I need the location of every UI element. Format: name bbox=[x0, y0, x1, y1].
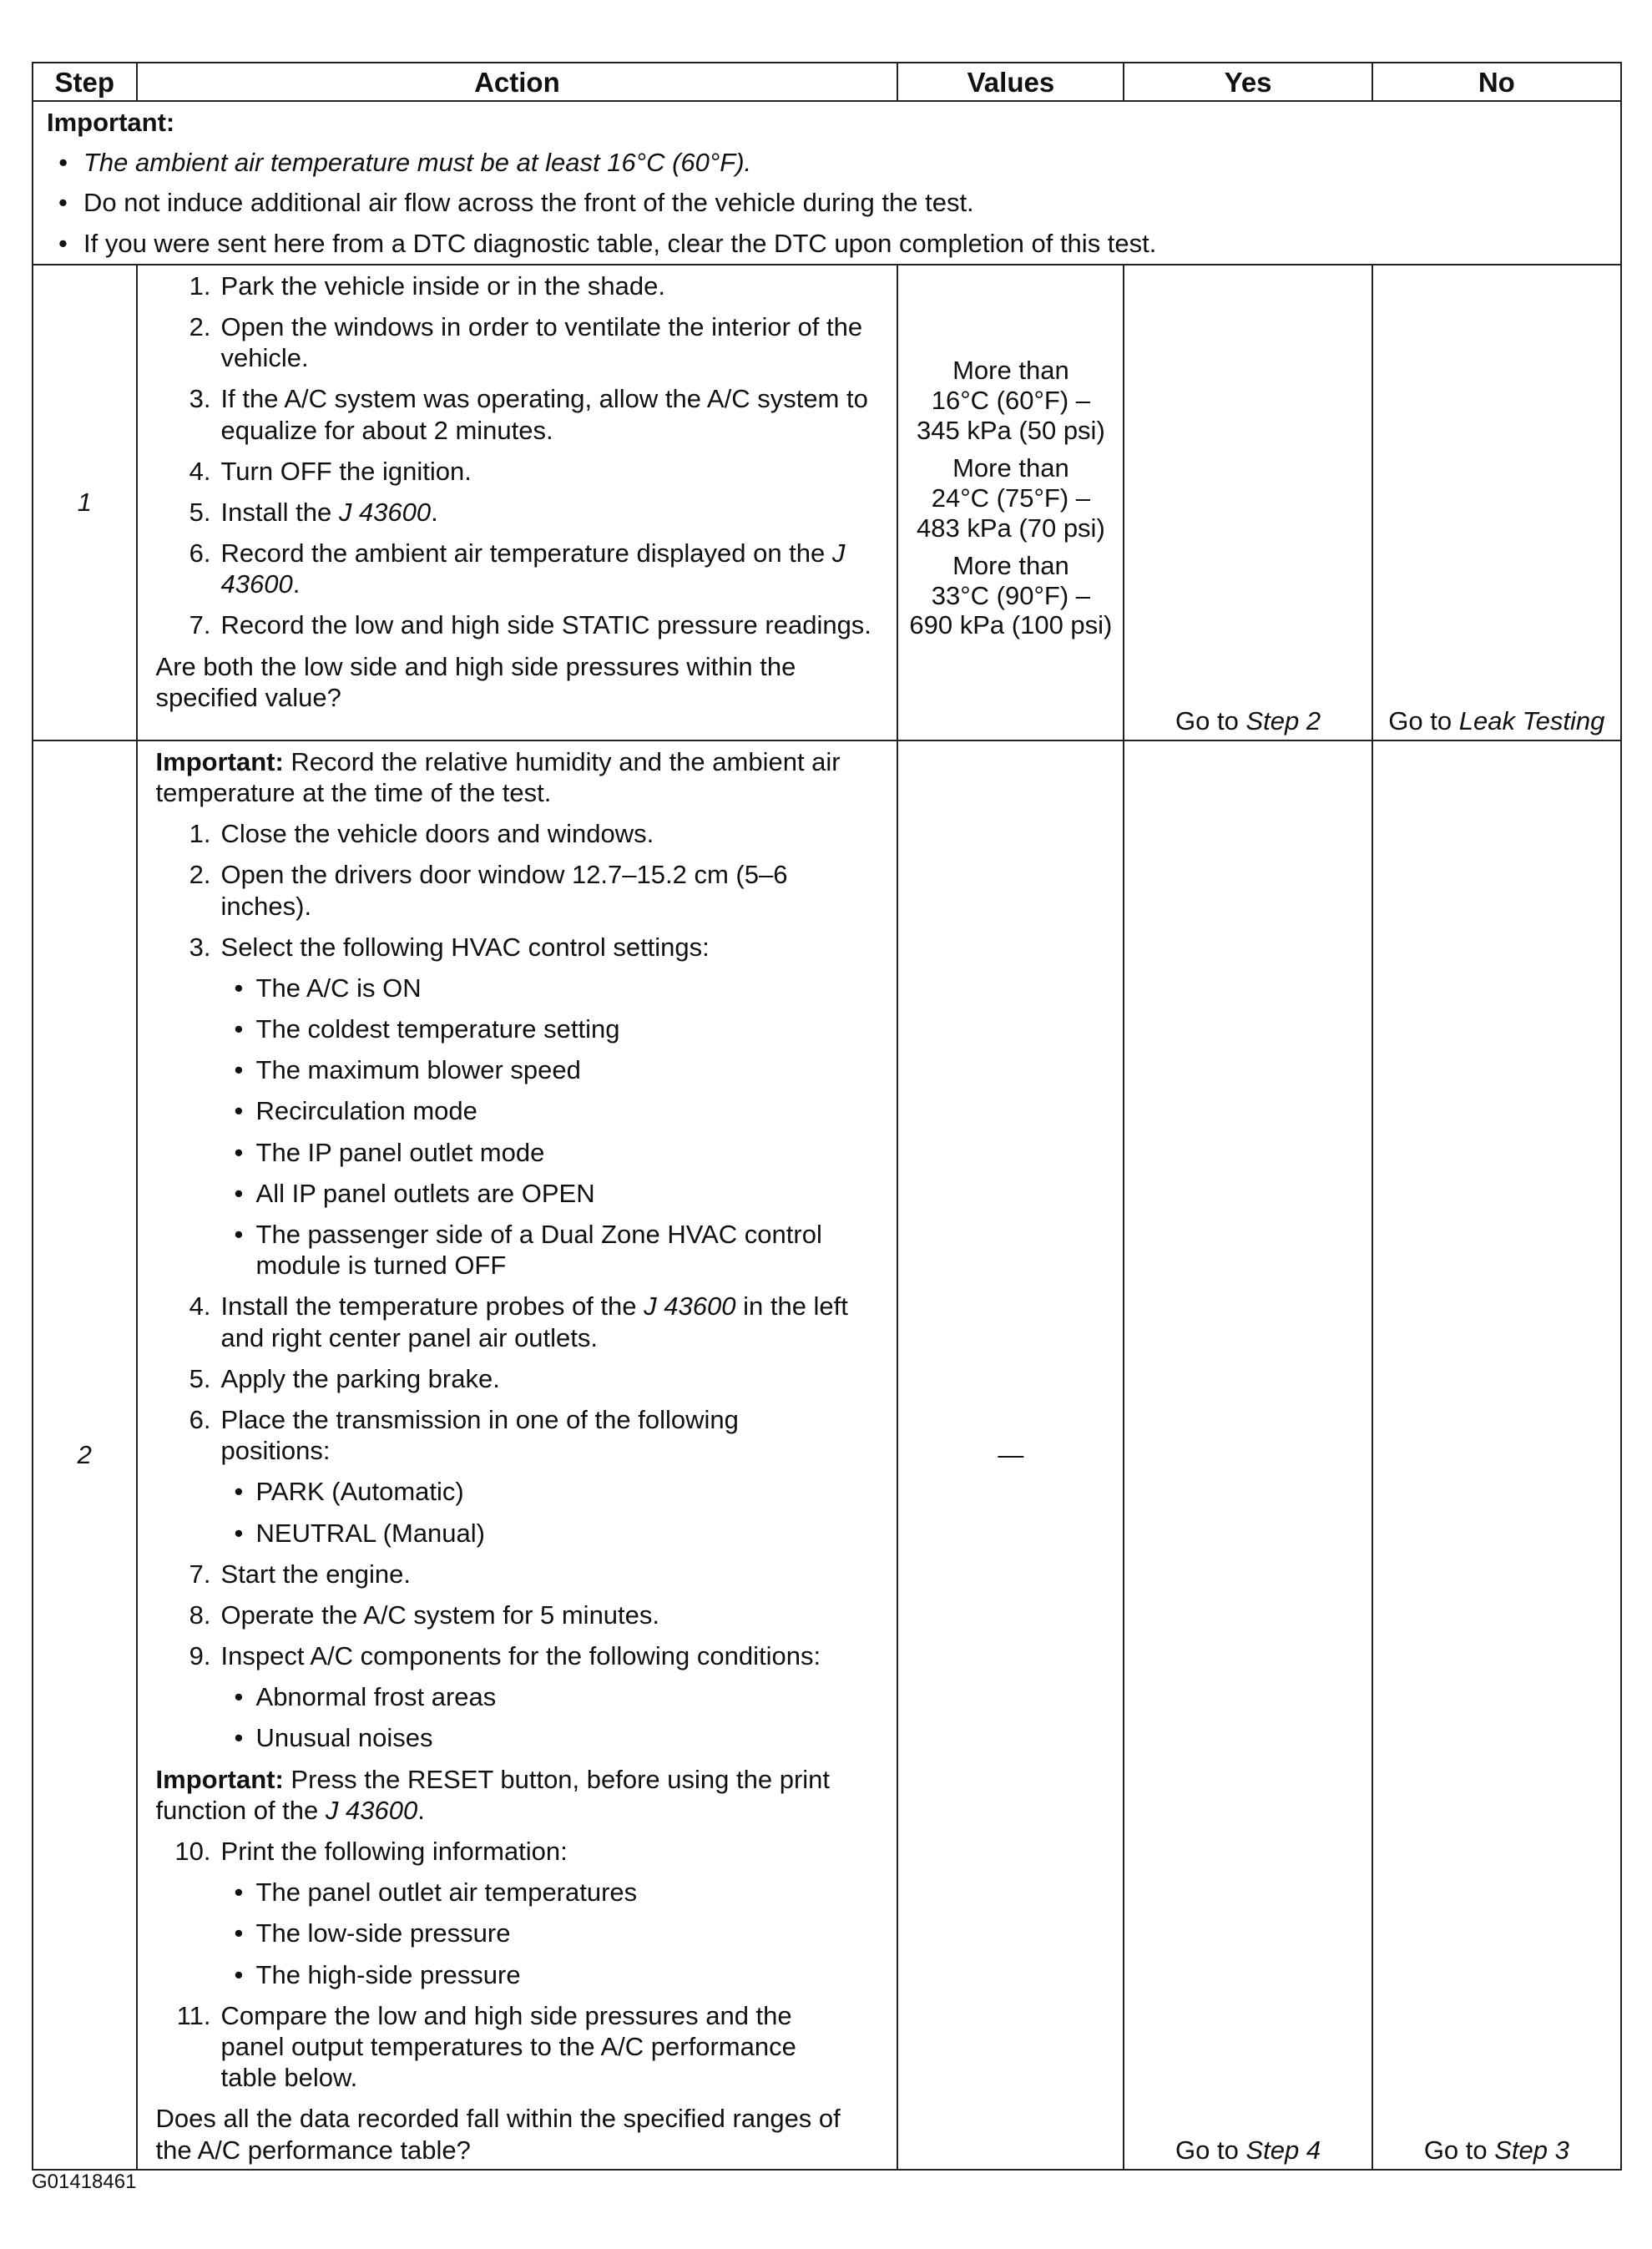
step-2-action bbox=[137, 740, 898, 2170]
item-text-post: in the left and right center panel air outlets. bbox=[220, 1291, 848, 1352]
item-text-pre: Install the bbox=[220, 497, 339, 527]
item-number: 1. bbox=[189, 819, 211, 849]
step-number: 2 bbox=[33, 740, 137, 2170]
step-2-important bbox=[156, 746, 881, 808]
inspection-condition: • Abnormal frost areas bbox=[156, 1681, 881, 1712]
item-number: 4. bbox=[189, 1291, 211, 1322]
important-row bbox=[33, 101, 1621, 265]
item-text: Print the following information: bbox=[220, 1837, 568, 1866]
leak-testing-link[interactable]: Leak Testing bbox=[1458, 705, 1605, 735]
item-text: Start the engine. bbox=[220, 1559, 412, 1589]
value-line: 690 kPa (100 psi) bbox=[909, 610, 1113, 640]
item-text: Open the drivers door window 12.7–15.2 cm (5–6 inches). bbox=[220, 860, 788, 921]
important-label: Important: bbox=[47, 108, 175, 137]
action-item bbox=[156, 818, 881, 849]
important-text: Press the RESET button, before using the print function of the bbox=[155, 1764, 831, 1825]
go-to-prefix: Go to bbox=[1175, 2135, 1246, 2165]
step-question: Are both the low side and high side pressures within the specified value? bbox=[155, 651, 796, 712]
step-1-yes bbox=[1124, 265, 1372, 740]
go-to-step-4-link[interactable]: Step 4 bbox=[1245, 2135, 1321, 2165]
hvac-setting: • The passenger side of a Dual Zone HVAC control module is turned OFF bbox=[156, 1219, 881, 1281]
item-number: 3. bbox=[189, 384, 211, 414]
transmission-position: • PARK (Automatic) bbox=[156, 1476, 881, 1507]
print-info-item: • The panel outlet air temperatures bbox=[156, 1877, 881, 1908]
step-2-important-reset bbox=[156, 1764, 881, 1826]
header-row bbox=[33, 63, 1621, 101]
diagnostic-table bbox=[32, 62, 1622, 2171]
step-number: 1 bbox=[33, 265, 137, 740]
value-spec bbox=[898, 453, 1123, 543]
hvac-setting: • The A/C is ON bbox=[156, 973, 881, 1003]
item-text: Apply the parking brake. bbox=[220, 1363, 500, 1393]
value-line: 24°C (75°F) – bbox=[931, 483, 1090, 513]
item-number: 1. bbox=[189, 270, 211, 301]
header-step: Step bbox=[33, 63, 137, 101]
step-1-action bbox=[137, 265, 898, 740]
go-to-prefix: Go to bbox=[1423, 2135, 1495, 2165]
important-bullet: • The ambient air temperature must be at least 16°C (60°F). bbox=[47, 147, 1607, 178]
action-item bbox=[156, 1363, 881, 1394]
action-item bbox=[156, 497, 881, 528]
item-text: Turn OFF the ignition. bbox=[220, 456, 472, 486]
action-item bbox=[156, 1559, 881, 1589]
value-line: 16°C (60°F) – bbox=[931, 386, 1090, 415]
item-text: Record the low and high side STATIC pressure readings. bbox=[220, 610, 871, 640]
action-item bbox=[156, 456, 881, 487]
item-text: Open the windows in order to ventilate the interior of the vehicle. bbox=[220, 311, 863, 373]
header-values: Values bbox=[897, 63, 1124, 101]
action-item bbox=[156, 311, 881, 373]
item-number: 9. bbox=[189, 1641, 211, 1671]
item-text-post: . bbox=[292, 569, 301, 599]
action-item bbox=[156, 1836, 881, 1867]
action-item bbox=[156, 1404, 881, 1466]
item-text: Close the vehicle doors and windows. bbox=[220, 819, 654, 849]
hvac-setting: • The maximum blower speed bbox=[156, 1054, 881, 1085]
important-bullet: • If you were sent here from a DTC diagnostic table, clear the DTC upon completion of this test. bbox=[47, 228, 1607, 259]
tool-reference: J 43600 bbox=[338, 497, 432, 527]
go-to-step-3-link[interactable]: Step 3 bbox=[1494, 2135, 1569, 2165]
figure-id: G01418461 bbox=[32, 2171, 137, 2193]
step-2-yes bbox=[1124, 740, 1372, 2170]
action-item bbox=[156, 383, 881, 445]
important-bullet: • Do not induce additional air flow across the front of the vehicle during the test. bbox=[47, 187, 1607, 218]
item-number: 3. bbox=[189, 932, 211, 962]
tool-reference: J 43600 bbox=[325, 1795, 418, 1825]
item-number: 5. bbox=[189, 1363, 211, 1393]
item-text: Operate the A/C system for 5 minutes. bbox=[220, 1600, 660, 1630]
step-1-row bbox=[33, 265, 1621, 740]
item-text: Place the transmission in one of the following positions: bbox=[220, 1404, 739, 1466]
item-text: Park the vehicle inside or in the shade. bbox=[220, 270, 665, 301]
item-number: 8. bbox=[189, 1600, 211, 1630]
step-2-values bbox=[897, 740, 1124, 2170]
step-1-values bbox=[897, 265, 1124, 740]
transmission-position: • NEUTRAL (Manual) bbox=[156, 1518, 881, 1549]
value-line: 483 kPa (70 psi) bbox=[917, 513, 1105, 543]
action-item bbox=[156, 1600, 881, 1630]
step-2-row bbox=[33, 740, 1621, 2170]
hvac-setting: • Recirculation mode bbox=[156, 1095, 881, 1126]
value-line: More than bbox=[952, 453, 1069, 483]
step-2-no bbox=[1372, 740, 1621, 2170]
important-text-post: . bbox=[417, 1795, 425, 1825]
item-text: Compare the low and high side pressures and the panel output temperatures to the A/C performance table below. bbox=[220, 2000, 796, 2093]
item-text-pre: Record the ambient air temperature displayed on the bbox=[220, 538, 832, 569]
go-to-prefix: Go to bbox=[1175, 705, 1246, 735]
value-line: More than bbox=[952, 551, 1069, 581]
important-notice bbox=[33, 101, 1621, 265]
item-number: 5. bbox=[189, 497, 211, 527]
action-item bbox=[156, 538, 881, 599]
item-number: 2. bbox=[189, 860, 211, 890]
value-spec bbox=[898, 356, 1123, 445]
action-item bbox=[156, 609, 881, 640]
value-line: 345 kPa (50 psi) bbox=[917, 415, 1105, 445]
action-item bbox=[156, 932, 881, 963]
step-1-no bbox=[1372, 265, 1621, 740]
item-number: 11. bbox=[176, 2000, 211, 2030]
important-text: Record the relative humidity and the ambient air temperature at the time of the test. bbox=[155, 746, 841, 807]
print-info-item: • The low-side pressure bbox=[156, 1918, 881, 1948]
important-label: Important: bbox=[155, 1764, 284, 1794]
action-item bbox=[156, 270, 881, 301]
tool-reference: J 43600 bbox=[644, 1291, 736, 1322]
item-text-post: . bbox=[431, 497, 438, 527]
item-number: 10. bbox=[174, 1837, 211, 1866]
inspection-condition: • Unusual noises bbox=[156, 1722, 881, 1753]
hvac-setting: • All IP panel outlets are OPEN bbox=[156, 1178, 881, 1209]
hvac-setting: • The coldest temperature setting bbox=[156, 1013, 881, 1044]
header-yes: Yes bbox=[1124, 63, 1372, 101]
important-label: Important: bbox=[155, 746, 284, 776]
value-line: 33°C (90°F) – bbox=[931, 580, 1090, 610]
step-question: Does all the data recorded fall within the specified ranges of the A/C performance table? bbox=[155, 2104, 841, 2165]
item-number: 7. bbox=[189, 610, 211, 640]
go-to-step-2-link[interactable]: Step 2 bbox=[1245, 705, 1321, 735]
action-item bbox=[156, 1291, 881, 1352]
item-text: If the A/C system was operating, allow the A/C system to equalize for about 2 minutes. bbox=[220, 384, 868, 445]
action-item bbox=[156, 1640, 881, 1671]
tool-reference: J 43600 bbox=[220, 538, 846, 599]
go-to-prefix: Go to bbox=[1388, 705, 1459, 735]
item-text: Inspect A/C components for the following conditions: bbox=[220, 1641, 821, 1671]
header-no: No bbox=[1372, 63, 1621, 101]
item-number: 6. bbox=[189, 538, 211, 569]
print-info-item: • The high-side pressure bbox=[156, 1959, 881, 1990]
item-number: 4. bbox=[189, 456, 211, 486]
item-text-pre: Install the temperature probes of the bbox=[220, 1291, 644, 1322]
header-action: Action bbox=[137, 63, 898, 101]
action-item bbox=[156, 859, 881, 921]
item-number: 2. bbox=[189, 311, 211, 341]
value-dash: — bbox=[998, 1440, 1024, 1470]
value-spec bbox=[898, 551, 1123, 640]
hvac-setting: • The IP panel outlet mode bbox=[156, 1137, 881, 1168]
item-number: 7. bbox=[189, 1559, 211, 1589]
item-number: 6. bbox=[189, 1404, 211, 1434]
value-line: More than bbox=[952, 356, 1069, 386]
action-item bbox=[156, 2000, 881, 2094]
item-text: Select the following HVAC control settings: bbox=[220, 932, 710, 962]
